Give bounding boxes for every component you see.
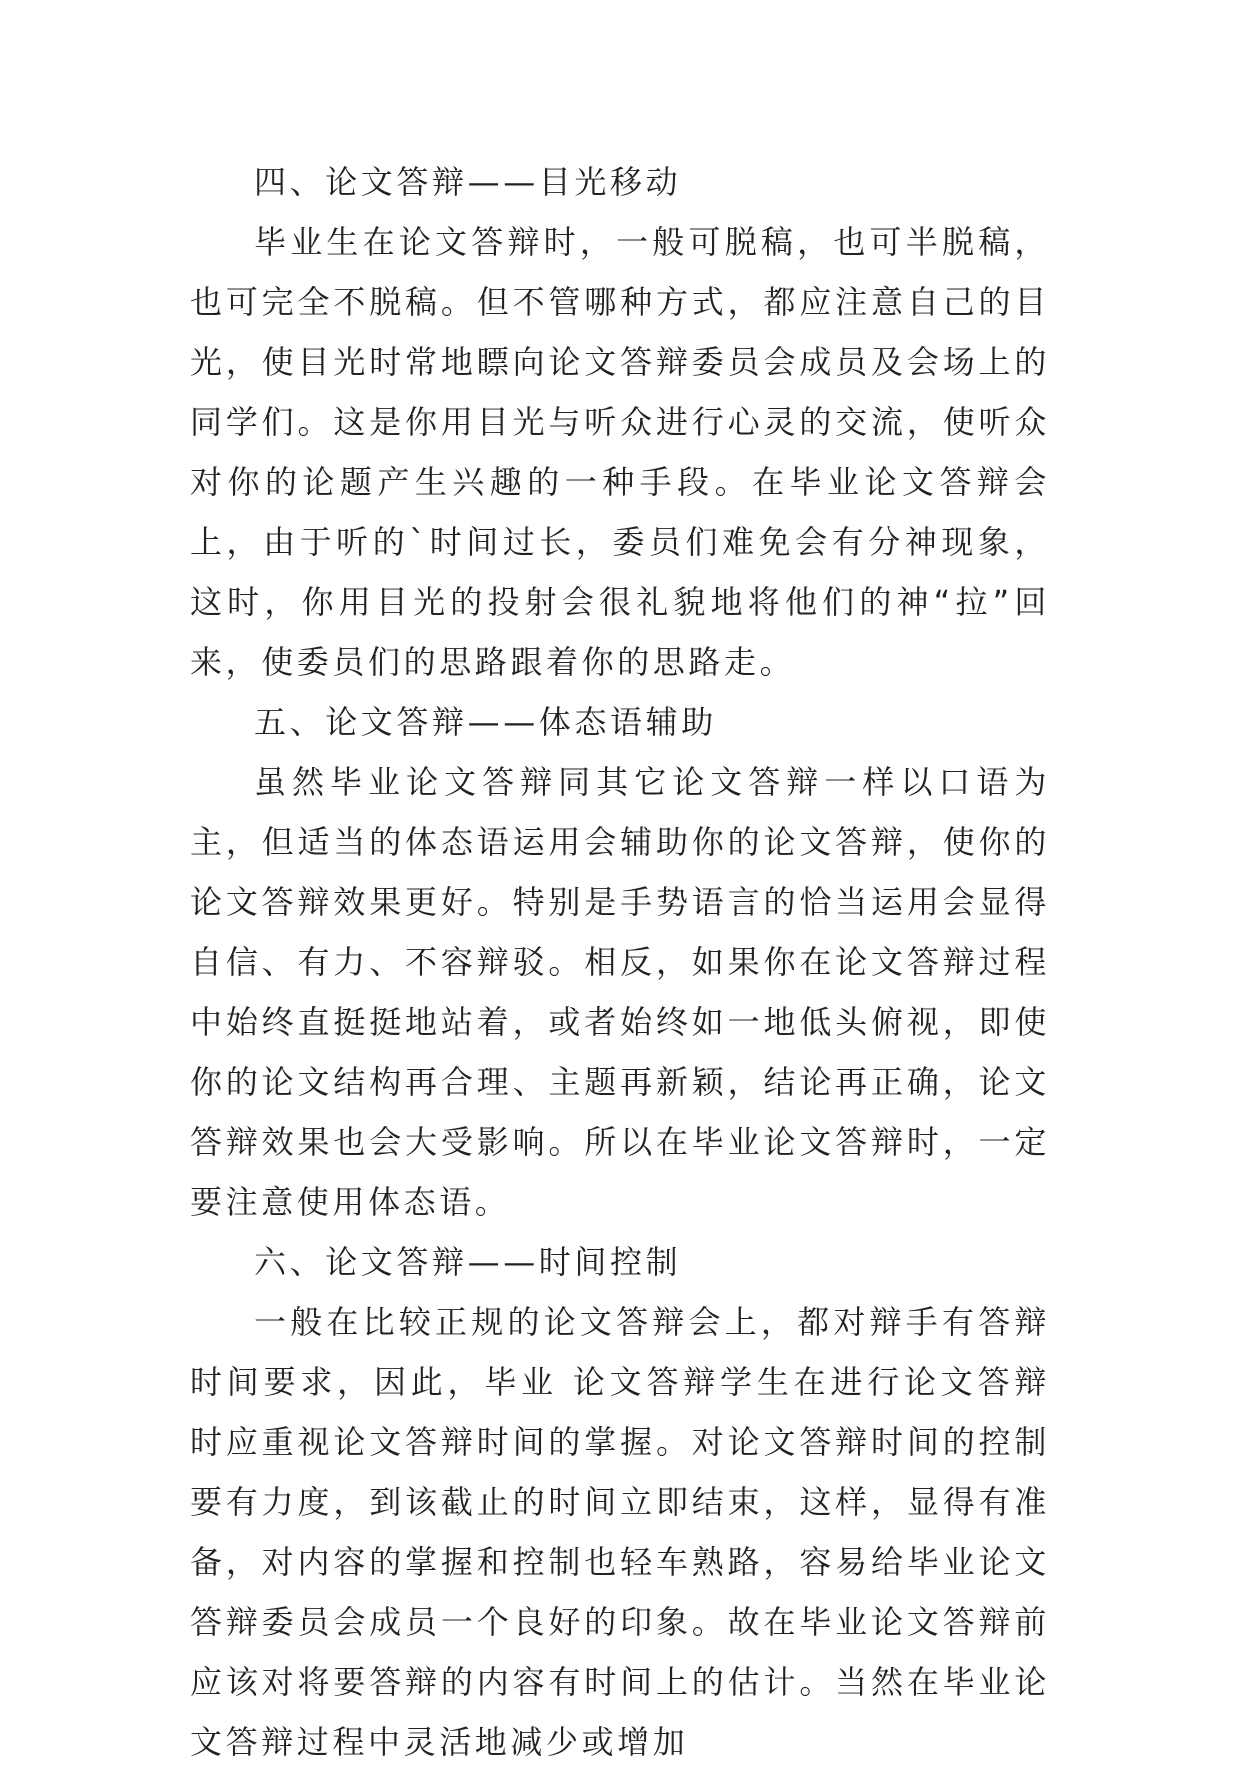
section-heading-body-language: 五、论文答辩——体态语辅助	[254, 703, 717, 741]
section-body-time-control: 一般在比较正规的论文答辩会上，都对辩手有答辩时间要求，因此，毕业 论文答辩学生在进行论文答辩时应重视论文答辩时间的掌握。对论文答辩时间的控制要有力度，到该截止的时间立即结束，这样，显得有准备，对内容的掌握和控制也轻车熟路，容易给毕业论文答辩委员会成员一个良好的印象。故在毕业论文答辩前应该对将要答辩的内容有时间上的估计。当然在毕业论文答辩过程中灵活地减少或增加	[190, 1303, 1050, 1761]
section-body-body-language: 虽然毕业论文答辩同其它论文答辩一样以口语为主，但适当的体态语运用会辅助你的论文答辩，使你的论文答辩效果更好。特别是手势语言的恰当运用会显得自信、有力、不容辩驳。相反，如果你在论文答辩过程中始终直挺挺地站着，或者始终如一地低头俯视，即使你的论文结构再合理、主题再新颖，结论再正确，论文答辩效果也会大受影响。所以在毕业论文答辩时，一定要注意使用体态语。	[190, 763, 1050, 1221]
section-heading-eye-contact: 四、论文答辩——目光移动	[254, 163, 682, 201]
document-body	[190, 152, 1050, 1772]
section-body-eye-contact: 毕业生在论文答辩时，一般可脱稿，也可半脱稿，也可完全不脱稿。但不管哪种方式，都应注意自己的目光，使目光时常地瞟向论文答辩委员会成员及会场上的同学们。这是你用目光与听众进行心灵的交流，使听众对你的论题产生兴趣的一种手段。在毕业论文答辩会上，由于听的`时间过长，委员们难免会有分神现象，这时，你用目光的投射会很礼貌地将他们的神“拉”回来，使委员们的思路跟着你的思路走。	[190, 223, 1050, 681]
section-heading-time-control: 六、论文答辩——时间控制	[254, 1243, 682, 1281]
